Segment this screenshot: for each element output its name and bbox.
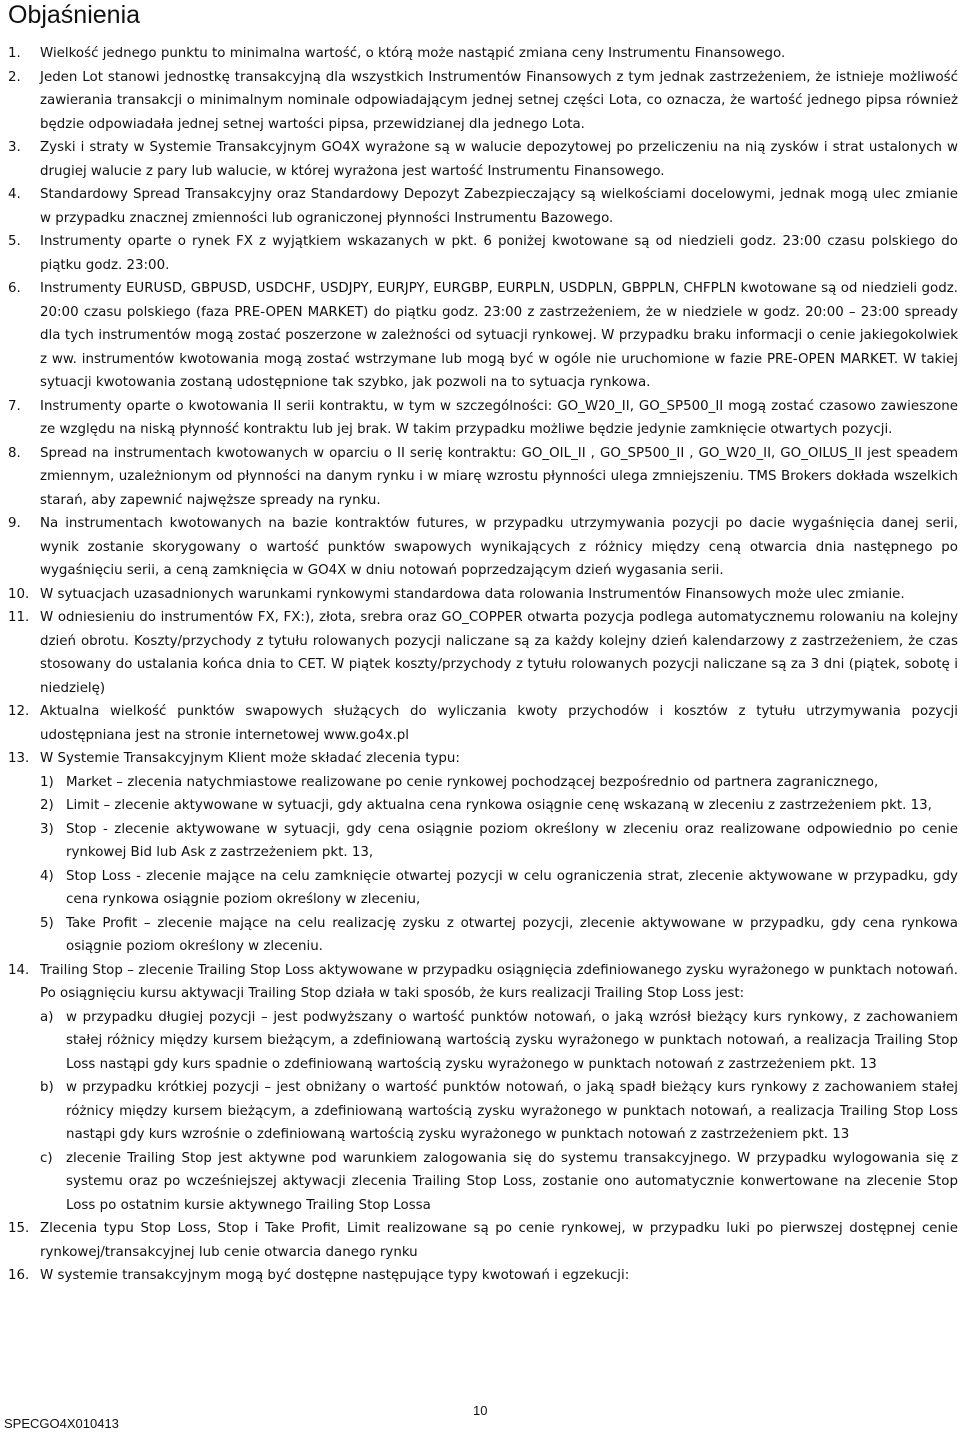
sub-item-text: Stop - zlecenie aktywowane w sytuacji, gdy cena osiągnie poziom określony w zleceniu oraz realizowane odpowiednio po cenie rynkowej Bid lub Ask z zastrzeżeniem pkt. 13,	[66, 821, 958, 860]
item-number: 6.	[8, 281, 21, 296]
item-text: Aktualna wielkość punktów swapowych służących do wyliczania kwoty przychodów i kosztów z tytułu utrzymywania pozycji udostępniana jest na stronie internetowej www.go4x.pl	[40, 704, 958, 743]
list-item	[8, 606, 958, 700]
item-number: 2.	[8, 69, 21, 85]
sub-item-text: Take Profit – zlecenie mające na celu realizację zysku z otwartej pozycji, zlecenie aktywowane w przypadku, gdy cena rynkowa osiągnie poziom określony w zleceniu.	[66, 915, 958, 954]
page-title: Objaśnienia	[8, 1, 141, 29]
sub-item-text: zlecenie Trailing Stop jest aktywne pod warunkiem zalogowania się do systemu transakcyjnego. W przypadku wylogowania się z systemu oraz po wcześniejszej aktywacji zlecenia Trailing Stop Loss, zostanie ono automatycznie konwertowane na zlecenie Stop Loss po ostatnim kursie aktywnego Trailing Stop Lossa	[66, 1150, 958, 1213]
item-number: 8.	[8, 445, 21, 461]
item-number: 16.	[8, 1268, 30, 1283]
item-number: 12.	[8, 704, 30, 719]
item-number: 11.	[8, 610, 30, 625]
page-number: 10	[473, 1403, 488, 1418]
item-text: Standardowy Spread Transakcyjny oraz Standardowy Depozyt Zabezpieczający są wielkościami docelowymi, jednak mogą ulec zmianie w przypadku znacznej zmienności lub ograniczonej płynności Instrumentu Bazowego.	[40, 187, 958, 226]
item-text: Instrumenty oparte o kwotowania II serii kontraktu, w tym w szczególności: GO_W20_II, GO_SP500_II mogą zostać czasowo zawieszone ze względu na niską płynność kontraktu lub jej brak. W takim przypadku możliwe będzie jedynie zamknięcie otwartych pozycji.	[40, 398, 958, 437]
list-item	[8, 512, 958, 583]
order-types-list	[40, 771, 958, 959]
sub-list-item	[40, 1006, 958, 1077]
sub-list-item	[40, 1076, 958, 1147]
sub-item-number: b)	[40, 1080, 54, 1095]
list-item	[8, 583, 958, 607]
sub-item-text: Stop Loss - zlecenie mające na celu zamknięcie otwartej pozycji w celu ograniczenia strat, zlecenie aktywowane w przypadku, gdy cena rynkowa osiągnie poziom określony w zleceniu,	[66, 868, 958, 907]
item-text: Wielkość jednego punktu to minimalna wartość, o którą może nastąpić zmiana ceny Instrumentu Finansowego.	[40, 46, 786, 61]
sub-item-text: w przypadku krótkiej pozycji – jest obniżany o wartość punktów notowań, o jaką spadł bieżący kurs rynkowy z zachowaniem stałej różnicy między kursem bieżącym, a zdefiniowaną wartością zysku wyrażonego w punktach notowań, a realizacja Trailing Stop Loss nastąpi gdy kurs wzrośnie o zdefiniowaną wartością zysku wyrażonego w punktach notowań z zastrzeżeniem pkt. 13	[66, 1080, 958, 1142]
sub-item-text: w przypadku długiej pozycji – jest podwyższany o wartość punktów notowań, o jaką wzrósł bieżący kurs rynkowy, z zachowaniem stałej różnicy między kursem bieżącym, a zdefiniowaną wartością zysku wyrażonego w punktach notowań, a realizacja Trailing Stop Loss nastąpi gdy kurs spadnie o zdefiniowaną wartością zysku wyrażonego w punktach notowań z zastrzeżeniem pkt. 13	[66, 1009, 958, 1072]
item-number: 10.	[8, 586, 30, 602]
list-item	[8, 66, 958, 137]
list-item	[8, 183, 958, 230]
item-number: 9.	[8, 516, 21, 531]
list-item	[8, 136, 958, 183]
sub-list-item	[40, 1147, 958, 1218]
sub-item-text: Market – zlecenia natychmiastowe realizowane po cenie rynkowej pochodzącej bezpośrednio od partnera zagranicznego,	[66, 774, 879, 790]
list-item	[8, 959, 958, 1218]
trailing-cases-list	[40, 1006, 958, 1218]
item-number: 15.	[8, 1221, 30, 1236]
sub-item-number: 3)	[40, 821, 54, 837]
sub-item-number: 1)	[40, 774, 54, 790]
list-item	[8, 747, 958, 959]
item-text: Instrumenty oparte o rynek FX z wyjątkiem wskazanych w pkt. 6 poniżej kwotowane są od niedzieli godz. 23:00 czasu polskiego do piątku godz. 23:00.	[40, 234, 958, 273]
item-text: W Systemie Transakcyjnym Klient może składać zlecenia typu:	[40, 751, 460, 766]
item-number: 1.	[8, 46, 21, 61]
document-code: SPECGO4X010413	[4, 1416, 119, 1431]
list-item	[8, 700, 958, 747]
list-item	[8, 442, 958, 513]
item-number: 7.	[8, 398, 21, 414]
list-item	[8, 1264, 958, 1288]
item-text: Jeden Lot stanowi jednostkę transakcyjną dla wszystkich Instrumentów Finansowych z tym jednak zastrzeżeniem, że istnieje możliwość zawierania transakcji o minimalnym nominale odpowiadającym jednej setnej części Lota, co oznacza, że wartość jednego pipsa również będzie odpowiadała jednej setnej wartości pipsa, przewidzianej dla jednego Lota.	[40, 69, 958, 132]
explanations-list	[8, 42, 958, 1288]
list-item	[8, 395, 958, 442]
item-number: 4.	[8, 187, 21, 202]
item-number: 13.	[8, 751, 30, 766]
item-text: Na instrumentach kwotowanych na bazie kontraktów futures, w przypadku utrzymywania pozycji po dacie wygaśnięcia danej serii, wynik zostanie skorygowany o wartość punktów swapowych wynikających z różnicy między ceną otwarcia dnia następnego po wygaśnięciu serii, a ceną zamknięcia w GO4X w dniu notowań poprzedzającym dzień wygasania serii.	[40, 516, 958, 578]
sub-item-text: Limit – zlecenie aktywowane w sytuacji, gdy aktualna cena rynkowa osiągnie cenę wskazaną w zleceniu z zastrzeżeniem pkt. 13,	[66, 798, 932, 813]
sub-list-item	[40, 771, 958, 795]
sub-list-item	[40, 912, 958, 959]
list-item	[8, 1217, 958, 1264]
sub-item-number: 4)	[40, 868, 54, 884]
sub-list-item	[40, 865, 958, 912]
sub-list-item	[40, 818, 958, 865]
item-number: 3.	[8, 140, 21, 155]
item-text: Instrumenty EURUSD, GBPUSD, USDCHF, USDJPY, EURJPY, EURGBP, EURPLN, USDPLN, GBPPLN, CHFPLN kwotowane są od niedzieli godz. 20:00 czasu polskiego (faza PRE-OPEN MARKET) do piątku godz. 23:00 z zastrzeżeniem, że w niedziele w godz. 20:00 – 23:00 spready dla tych instrumentów mogą zostać poszerzone w zależności od sytuacji rynkowej. W przypadku braku informacji o cenie jakiegokolwiek z ww. instrumentów kwotowania mogą zostać wstrzymane lub mogą być w ogóle nie uruchomione w fazie PRE-OPEN MARKET. W takiej sytuacji kwotowania zostaną udostępnione tak szybko, jak pozwoli na to sytuacja rynkowa.	[40, 281, 958, 390]
item-text: Trailing Stop – zlecenie Trailing Stop Loss aktywowane w przypadku osiągnięcia zdefiniowanego zysku wyrażonego w punktach notowań. Po osiągnięciu kursu aktywacji Trailing Stop działa w taki sposób, że kurs realizacji Trailing Stop Loss jest:	[40, 962, 958, 1001]
item-number: 5.	[8, 234, 21, 249]
item-number: 14.	[8, 962, 30, 978]
list-item	[8, 42, 958, 66]
list-item	[8, 230, 958, 277]
list-item	[8, 277, 958, 395]
sub-item-number: 5)	[40, 915, 54, 931]
item-text: W sytuacjach uzasadnionych warunkami rynkowymi standardowa data rolowania Instrumentów Finansowych może ulec zmianie.	[40, 586, 905, 602]
sub-list-item	[40, 794, 958, 818]
item-text: Zyski i straty w Systemie Transakcyjnym GO4X wyrażone są w walucie depozytowej po przeliczeniu na nią zysków i strat ustalonych w drugiej walucie z pary lub walucie, w której wyrażona jest wartość Instrumentu Finansowego.	[40, 140, 958, 179]
item-text: Zlecenia typu Stop Loss, Stop i Take Profit, Limit realizowane są po cenie rynkowej, w przypadku luki po pierwszej dostępnej cenie rynkowej/transakcyjnej lub cenie otwarcia danego rynku	[40, 1221, 958, 1260]
sub-item-number: 2)	[40, 798, 54, 813]
item-text: W odniesieniu do instrumentów FX, FX:), złota, srebra oraz GO_COPPER otwarta pozycja podlega automatycznemu rolowaniu na kolejny dzień obrotu. Koszty/przychody z tytułu rolowanych pozycji naliczane są za każdy kolejny dzień kalendarzowy z zastrzeżeniem, że czas stosowany do ustalania końca dnia to CET. W piątek koszty/przychody z tytułu rolowanych pozycji naliczane są za 3 dni (piątek, sobotę i niedzielę)	[40, 610, 958, 696]
sub-item-number: a)	[40, 1009, 54, 1025]
item-text: W systemie transakcyjnym mogą być dostępne następujące typy kwotowań i egzekucji:	[40, 1268, 630, 1283]
sub-item-number: c)	[40, 1150, 53, 1166]
item-text: Spread na instrumentach kwotowanych w oparciu o II serię kontraktu: GO_OIL_II , GO_SP500_II , GO_W20_II, GO_OILUS_II jest speadem zmiennym, uzależnionym od płynności na danym rynku i w miarę wzrostu płynności ulega zmniejszeniu. TMS Brokers dokłada wszelkich starań, aby zapewnić najwęższe spready na rynku.	[40, 445, 958, 508]
